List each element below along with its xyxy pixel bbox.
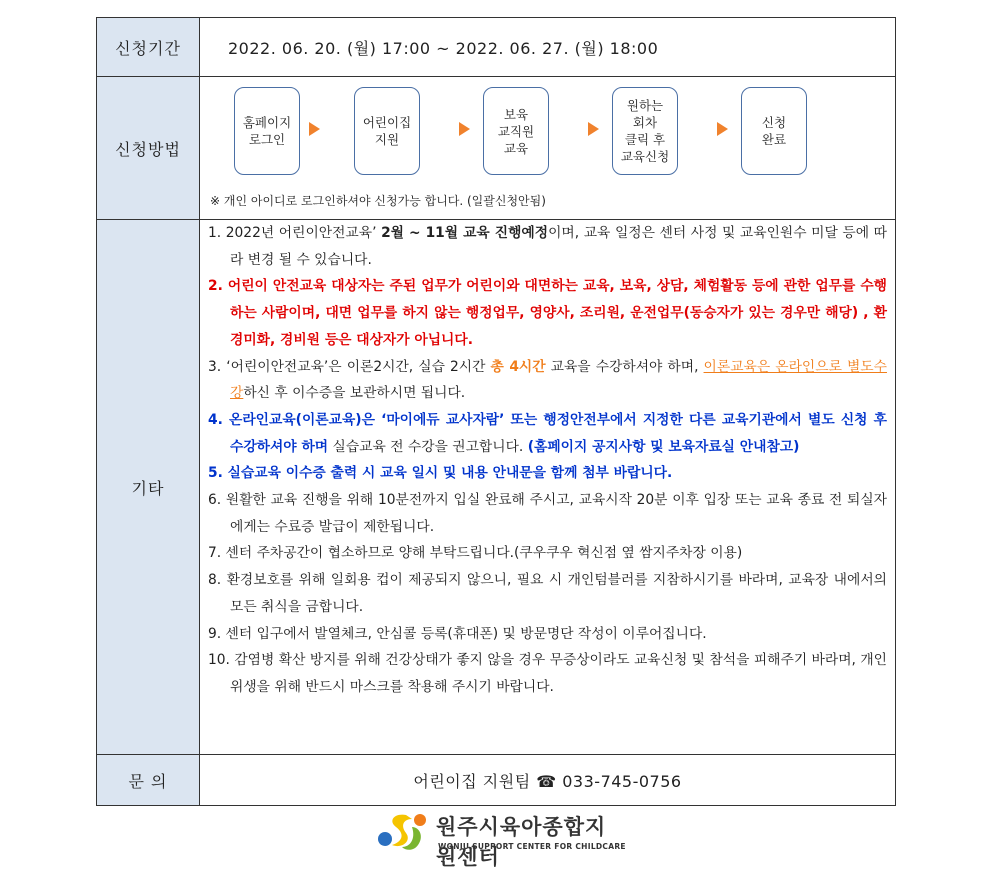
notice-text: 7. 센터 주차공간이 협소하므로 양해 부탁드립니다.(쿠우쿠우 혁신점 옆 쌈지주차장 이용) [208,545,743,562]
notice-item [204,407,887,460]
etc-label: 기타 [97,220,200,755]
notice-text: 8. 환경보호를 위해 일회용 컵이 제공되지 않으니, 필요 시 개인텀블러를 지참하시기를 바라며, 교육장 내에서의 모든 취식을 금합니다. [208,572,887,615]
notice-text: 이론교육은 온라인으로 별도수강 [230,358,887,402]
step-homepage-login [234,87,300,175]
method-cell [200,77,896,220]
notice-text: 3. ‘어린이안전교육’은 이론2시간, 실습 2시간 [208,358,491,375]
center-logo [376,809,626,869]
logo-name-en: WONJU SUPPORT CENTER FOR CHILDCARE [438,842,626,851]
step-teacher-education [483,87,549,175]
logo-name-kr: 원주시육아종합지원센터 [436,815,607,869]
etc-row [97,220,896,755]
etc-cell [200,220,896,755]
notice-item [204,460,887,487]
logo-mark-icon [376,809,432,855]
notice-text: 1. 2022년 어린이안전교육’ [208,225,382,241]
notice-text: 실습교육 전 수강을 권고합니다. [328,438,528,455]
step-select-session [612,87,678,175]
notice-list [204,220,887,701]
notice-text: 10. 감염병 확산 방지를 위해 건강상태가 좋지 않을 경우 무증상이라도 교육신청 및 참석을 피해주기 바라며, 개인 위생을 위해 반드시 마스크를 착용해 주시기 바랍니다. [208,652,887,695]
notice-item [204,647,887,700]
step-daycare-support [354,87,420,175]
arrow-right-icon [309,122,320,136]
contact-label: 문 의 [97,755,200,806]
notice-text: 이며, 교육 일정은 센터 사정 및 교육인원수 미달 등에 따라 변경 될 수 있습니다. [230,225,887,268]
step-label: 어린이집 지원 [362,115,412,147]
contact-row [97,755,896,806]
arrow-right-icon [588,122,599,136]
notice-text: 4. 온라인교육(이론교육)은 ‘마이에듀 교사자람’ 또는 행정안전부에서 지정한 다른 교육기관에서 별도 신청 후 수강하셔야 하며 [208,411,887,455]
method-row [97,77,896,220]
notice-item [204,220,887,273]
info-table [96,17,896,806]
notice-text: 2. 어린이 안전교육 대상자는 주된 업무가 어린이와 대면하는 교육, 보육, 상담, 체험활동 등에 관한 업무를 수행하는 사람이며, 대면 업무를 하지 않는 행정업무, 영양사, 조리원, 운전업무(동승자가 있는 경우만 해당) , 환경미화, 경비원 등은 대상자가 아닙니다. [208,278,887,348]
notice-item [204,273,887,353]
notice-item [204,487,887,540]
notice-text: 총 4시간 [490,358,546,375]
notice-item [204,354,887,407]
notice-text: 6. 원활한 교육 진행을 위해 10분전까지 입실 완료해 주시고, 교육시작 20분 이후 입장 또는 교육 종료 전 퇴실자에게는 수료증 발급이 제한됩니다. [208,492,887,535]
notice-item [204,621,887,648]
step-label: 신청 완료 [761,115,787,147]
notice-text: (홈페이지 공지사항 및 보육자료실 안내참고) [527,438,800,455]
notice-text: 5. 실습교육 이수증 출력 시 교육 일시 및 내용 안내문을 함께 첨부 바랍니다. [208,465,673,482]
notice-text: 하신 후 이수증을 보관하시면 됩니다. [243,385,466,402]
step-label: 보육 교직원 교육 [497,106,535,156]
step-complete [741,87,807,175]
arrow-right-icon [459,122,470,136]
method-note: ※ 개인 아이디로 로그인하셔야 신청가능 합니다. (일괄신청안됨) [210,194,546,208]
step-label: 홈페이지 로그인 [242,115,292,147]
notice-text: 2월 ~ 11월 교육 진행예정 [381,225,549,241]
notice-text: 교육을 수강하셔야 하며, [545,358,704,375]
period-row [97,18,896,77]
step-label: 원하는 회차 클릭 후 교육신청 [620,98,670,164]
notice-item [204,540,887,567]
method-label: 신청방법 [97,77,200,220]
arrow-right-icon [717,122,728,136]
notice-item [204,567,887,620]
notice-text: 9. 센터 입구에서 발열체크, 안심콜 등록(휴대폰) 및 방문명단 작성이 이루어집니다. [208,625,707,642]
period-label: 신청기간 [97,18,200,77]
contact-value: 어린이집 지원팀 ☎ 033-745-0756 [200,755,896,806]
period-value: 2022. 06. 20. (월) 17:00 ~ 2022. 06. 27. (월) 18:00 [200,18,896,77]
